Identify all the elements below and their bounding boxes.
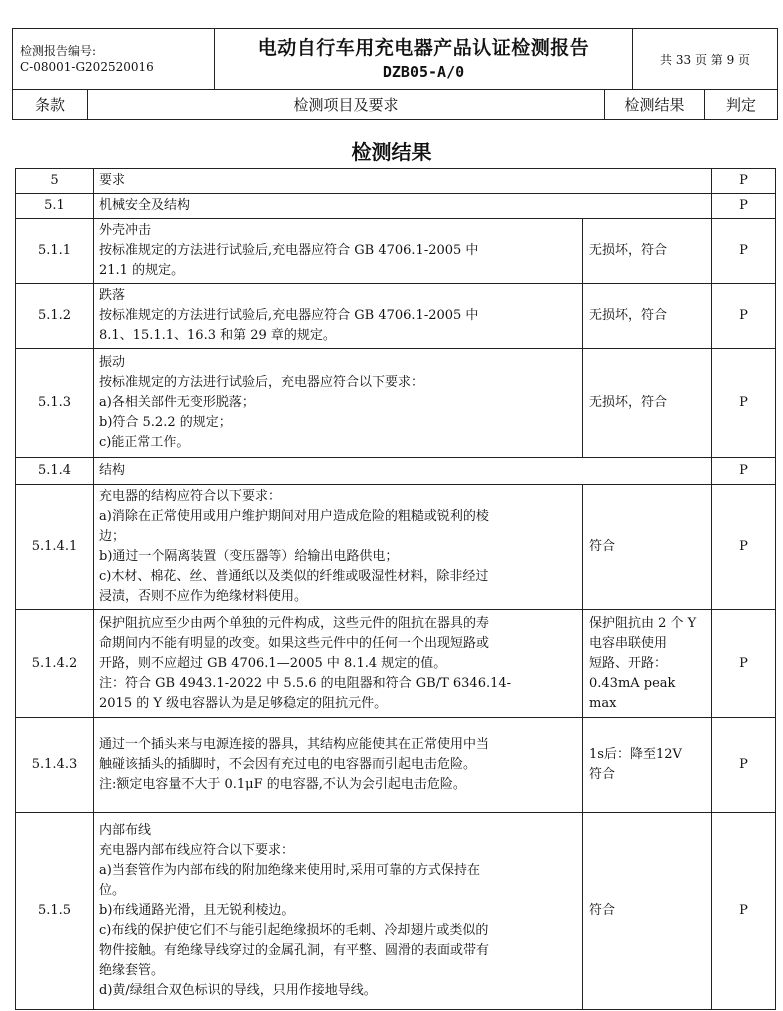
requirement-line: b)符合 5.2.2 的规定；: [99, 415, 232, 430]
table-row: [16, 718, 776, 813]
clause-number: 5: [16, 169, 94, 194]
report-number-cell: [13, 29, 215, 90]
verdict: P: [712, 813, 776, 1010]
requirement-text: [94, 169, 712, 194]
requirement-line: 21.1 的规定。: [99, 263, 185, 278]
clause-number: 5.1.4: [16, 458, 94, 485]
report-title-cell: [215, 29, 633, 90]
requirement-line: 按标准规定的方法进行试验后，充电器应符合以下要求：: [99, 375, 425, 390]
table-row: [16, 194, 776, 219]
requirement-line: 注：符合 GB 4943.1-2022 中 5.5.6 的电阻器和符合 GB/T 6346.14-: [99, 675, 512, 691]
result-line: 符合: [589, 539, 616, 554]
requirement-line: 充电器内部布线应符合以下要求：: [99, 843, 295, 858]
clause-number: 5.1.4.2: [16, 610, 94, 718]
table-row: [16, 610, 776, 718]
requirement-text: [94, 349, 583, 458]
clause-number: 5.1: [16, 194, 94, 219]
report-number: C-08001-G202520016: [20, 60, 154, 74]
requirement-line: 绝缘套管。: [99, 963, 165, 978]
result-line: 短路、开路：: [589, 655, 668, 671]
test-result: [583, 349, 712, 458]
clause-number: 5.1.3: [16, 349, 94, 458]
document-code: DZB05-A/0: [382, 63, 465, 81]
requirement-line: b)通过一个隔离装置（变压器等）给输出电路供电；: [99, 549, 399, 564]
table-row: [16, 284, 776, 349]
requirement-text: [94, 485, 583, 610]
requirement-line: 注:额定电容量不大于 0.1μF 的电容器,不认为会引起电击危险。: [99, 777, 466, 792]
result-line: 1s后：降至12V: [589, 747, 682, 762]
result-line: 无损坏，符合: [589, 243, 668, 258]
test-result: [583, 813, 712, 1010]
test-result: [583, 718, 712, 813]
requirement-line: 物件接触。有绝缘导线穿过的金属孔洞，有平整、圆滑的表面或带有: [99, 943, 490, 958]
test-result: [583, 284, 712, 349]
requirement-line: 充电器的结构应符合以下要求：: [99, 489, 282, 504]
requirement-line: a)当套管作为内部布线的附加绝缘来使用时,采用可靠的方式保持在: [99, 863, 480, 878]
verdict: P: [712, 219, 776, 284]
result-line: 无损坏，符合: [589, 395, 668, 410]
requirement-line: 浸渍，否则不应作为绝缘材料使用。: [99, 589, 308, 604]
result-line: 符合: [589, 767, 616, 782]
test-result: [583, 485, 712, 610]
result-line: 电容串联使用: [589, 635, 668, 651]
requirement-line: 2015 的 Y 级电容器认为是足够稳定的阻抗元件。: [99, 695, 388, 711]
verdict: P: [712, 718, 776, 813]
requirement-text: [94, 219, 583, 284]
test-result: [583, 219, 712, 284]
table-row: [16, 458, 776, 485]
column-header-item: 检测项目及要求: [88, 90, 605, 120]
requirement-line: 开路，则不应超过 GB 4706.1—2005 中 8.1.4 规定的值。: [99, 655, 447, 671]
column-header-result: 检测结果: [605, 90, 705, 120]
requirement-text: [94, 284, 583, 349]
requirement-line: b)布线通路光滑，且无锐利棱边。: [99, 903, 295, 918]
requirement-text: [94, 813, 583, 1010]
requirement-line: 结构: [99, 463, 126, 478]
result-line: 保护阻抗由 2 个 Y: [589, 615, 697, 631]
requirement-line: 机械安全及结构: [99, 198, 191, 213]
requirement-line: 8.1、15.1.1、16.3 和第 29 章的规定。: [99, 328, 336, 343]
clause-number: 5.1.1: [16, 219, 94, 284]
requirement-text: [94, 610, 583, 718]
column-header-verdict: 判定: [705, 90, 778, 120]
report-title: 电动自行车用充电器产品认证检测报告: [257, 37, 590, 59]
requirement-line: 要求: [99, 173, 126, 188]
requirement-line: d)黄/绿组合双色标识的导线，只用作接地导线。: [99, 983, 377, 998]
requirement-line: a)消除在正常使用或用户维护期间对用户造成危险的粗糙或锐利的棱: [99, 509, 489, 524]
requirement-line: 保护阻抗应至少由两个单独的元件构成，这些元件的阻抗在器具的寿: [99, 615, 490, 631]
results-table: [15, 168, 776, 1010]
requirement-line: 按标准规定的方法进行试验后,充电器应符合 GB 4706.1-2005 中: [99, 308, 479, 323]
table-row: [16, 219, 776, 284]
test-result: [583, 610, 712, 718]
table-row: [16, 813, 776, 1010]
verdict: P: [712, 284, 776, 349]
clause-number: 5.1.4.3: [16, 718, 94, 813]
column-header-clause: 条款: [13, 90, 88, 120]
table-row: [16, 169, 776, 194]
requirement-line: 振动: [99, 355, 126, 370]
requirement-text: [94, 718, 583, 813]
clause-number: 5.1.4.1: [16, 485, 94, 610]
verdict: P: [712, 485, 776, 610]
report-number-label: 检测报告编号:: [20, 44, 97, 58]
report-header: [12, 28, 778, 120]
requirement-line: 触碰该插头的插脚时，不会因有充过电的电容器而引起电击危险。: [99, 757, 477, 772]
clause-number: 5.1.5: [16, 813, 94, 1010]
clause-number: 5.1.2: [16, 284, 94, 349]
result-line: 无损坏，符合: [589, 308, 668, 323]
requirement-line: c)布线的保护使它们不与能引起绝缘损坏的毛刺、冷却翅片或类似的: [99, 923, 489, 938]
requirement-line: 外壳冲击: [99, 223, 152, 238]
requirement-line: 位。: [99, 883, 126, 898]
requirement-line: 按标准规定的方法进行试验后,充电器应符合 GB 4706.1-2005 中: [99, 243, 479, 258]
requirement-line: 命期间内不能有明显的改变。如果这些元件中的任何一个出现短路或: [99, 635, 490, 651]
requirement-line: 边；: [99, 529, 126, 544]
verdict: P: [712, 349, 776, 458]
requirement-line: 内部布线: [99, 823, 152, 838]
page-count: 共 33 页 第 9 页: [633, 29, 778, 90]
requirement-text: [94, 458, 712, 485]
verdict: P: [712, 458, 776, 485]
requirement-text: [94, 194, 712, 219]
section-title: 检测结果: [351, 140, 432, 164]
requirement-line: 跌落: [99, 288, 126, 303]
requirement-line: 通过一个插头来与电源连接的器具，其结构应能使其在正常使用中当: [99, 737, 490, 752]
verdict: P: [712, 169, 776, 194]
result-line: 符合: [589, 903, 616, 918]
verdict: P: [712, 194, 776, 219]
requirement-line: c)能正常工作。: [99, 435, 190, 450]
table-row: [16, 349, 776, 458]
requirement-line: a)各相关部件无变形脱落；: [99, 395, 255, 410]
table-row: [16, 485, 776, 610]
verdict: P: [712, 610, 776, 718]
requirement-line: c)木材、棉花、丝、普通纸以及类似的纤维或吸湿性材料，除非经过: [99, 569, 489, 584]
result-line: 0.43mA peak max: [589, 675, 676, 711]
